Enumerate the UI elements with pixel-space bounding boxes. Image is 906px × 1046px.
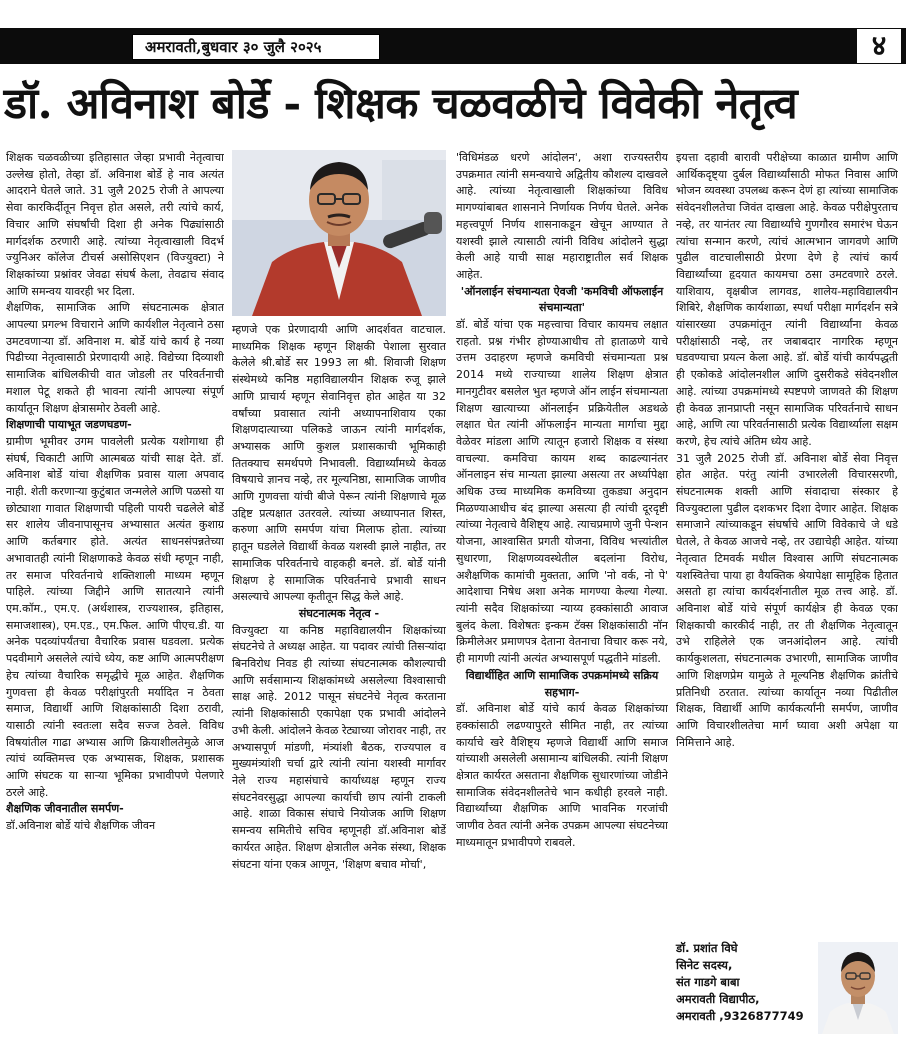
- subheading: विद्यार्थीहित आणि सामाजिक उपक्रमांमध्ये सक्रिय सहभाग-: [465, 668, 659, 699]
- subheading: संघटनात्मक नेतृत्व -: [298, 606, 380, 620]
- subheading: 'ऑनलाईन संचमान्यता ऐवजी 'कमविची ऑफलाईन संचमान्यता': [460, 284, 664, 315]
- paragraph: डॉ. अविनाश बोर्डे यांचे कार्य केवळ शिक्षकांच्या हक्कांसाठी लढण्यापुरते सीमित नाही, तर त्यांच्या कार्याचे खरे वैशिष्ट्य म्हणजे विद्यार्थी आणि समाज यांच्याशी असलेली असामान्य बांधिलकी. त्यांनी शिक्षण क्षेत्रात कार्यरत असताना शैक्षणिक सुधारणांच्या जोडीने सामाजिक संवेदनशीलतेचे भान कधीही हरवले नाही. विद्यार्थ्यांच्या शैक्षणिक आणि भावनिक गरजांची जाणीव ठेवत त्यांनी अनेक उपक्रम आपल्या संघटनेच्या माध्यमातून प्रभावीपणे राबवले.: [456, 702, 668, 849]
- author-title: सिनेट सदस्य,: [676, 958, 733, 972]
- paragraph: 'विधिमंडळ धरणे आंदोलन', अशा राज्यस्तरीय उपक्रमात त्यांनी समन्वयाचे अद्वितीय कौशल्य दाखवले आहे. त्यांच्या नेतृत्वाखाली शिक्षकांच्या विविध मागण्यांबाबत शासनाने निर्णायक निर्णय घेतले. अनेक महत्त्वपूर्ण निर्णय शासनाकडून खेचून आण्यात ते यशस्वी झाले त्यासाठी त्यांनी विविध आंदोलने सुद्धा केली आहे याची साक्ष महाराष्ट्रातील सर्व शिक्षक आहेत.: [456, 151, 668, 281]
- article-column-1: [6, 150, 224, 1040]
- author-affiliation: अमरावती विद्यापीठ,: [676, 992, 760, 1006]
- author-photo: [818, 942, 898, 1034]
- subheading: शैक्षणिक जीवनातील समर्पण-: [6, 802, 124, 816]
- paragraph: डॉ.अविनाश बोर्डे यांचे शैक्षणिक जीवन: [6, 819, 156, 833]
- dateline: अमरावती,बुधवार ३० जुलै २०२५: [132, 34, 380, 60]
- paragraph: इयत्ता दहावी बारावी परीक्षेच्या काळात ग्रामीण आणि आर्थिकदृष्ट्या दुर्बल विद्यार्थ्यांसाठी मोफत निवास आणि भोजन व्यवस्था उपलब्ध करून देणं हा त्यांच्या सामाजिक संवेदनशीलतेचा जिवंत दाखला आहे. केवळ परीक्षेपुरताच नव्हे, तर यानंतर त्या विद्यार्थ्यांचे गुणगौरव समारंभ घेऊन त्यांचा सन्मान करणे, त्यांचं आत्मभान जागवणे आणि पुढील वाटचालीसाठी प्रेरणा देणे हे त्यांचं कार्य विद्यार्थ्यांच्या हृदयात कायमचा ठसा उमटवणारे ठरले. याशिवाय, वृक्षबीज लागवड, शालेय-महाविद्यालयीन शिबिरे, शैक्षणिक कार्यशाळा, स्पर्धा परीक्षा मार्गदर्शन सत्रे यांसारख्या उपक्रमांतून त्यांनी विद्यार्थ्यांना केवळ परीक्षांसाठी नव्हे, तर जबाबदार नागरिक म्हणून घडवण्याचा प्रयत्न केला आहे. डॉ. बोर्डे यांची कार्यपद्धती ही एकोकडे आंदोलनशील आणि दुसरीकडे संवेदनशील आहे. त्यांच्या उपक्रमांमध्ये स्पष्टपणे जाणवते की शिक्षण ही केवळ ज्ञानप्राप्ती नसून सामाजिक परिवर्तनाचे साधन आहे, आणि त्या परिवर्तनासाठी प्रत्येक विद्यार्थ्याला सक्षम करणे, हेच त्यांचे अंतिम ध्येय आहे.: [676, 151, 898, 448]
- paragraph: म्हणजे एक प्रेरणादायी आणि आदर्शवत वाटचाल. माध्यमिक शिक्षक म्हणून शिक्षकी पेशाला सुरवात केलेले श्री.बोर्डे सर 1993 ला श्री. शिवाजी शिक्षण संस्थेमध्ये कनिष्ठ महाविद्यालयीन शिक्षक रुजू झाले आणि प्राचार्य म्हणून सेवानिवृत्त होत आहेत या 32 वर्षांच्या प्रवासात त्यांनी अध्यापनाशिवाय एका शिक्षणदात्याच्या पलिकडे जाऊन त्यांनी मार्गदर्शक, अभ्यासक आणि कुशल प्रशासकाची भूमिकाही तितक्याच समर्थपणे निभावली. विद्यार्थ्यांमध्ये केवळ विषयाचे ज्ञानच नव्हे, तर मूल्यनिष्ठा, सामाजिक जाणीव आणि गुणवत्ता यांची बीजे पेरून त्यांनी शिक्षणाचे मूळ उद्दिष्ट प्रत्यक्षात उतरवले. त्यांच्या अध्यापनात शिस्त, करुणा आणि समर्पण यांचा मिलाफ होता. त्यांच्या हातून घडलेले विद्यार्थी केवळ यशस्वी झाले नाहीत, तर सामाजिक परिवर्तनाचे वाहकही बनले. डॉ. बोर्डे यांनी शिक्षण हे सामाजिक परिवर्तनाचे प्रभावी साधन असल्याचे आपल्या कृतीतून सिद्ध केले आहे.: [232, 323, 446, 604]
- paragraph: शैक्षणिक, सामाजिक आणि संघटनात्मक क्षेत्रात आपल्या प्रगल्भ विचाराने आणि कार्यशील नेतृत्वाने ठसा उमटवणाऱ्या डॉ. अविनाश म. बोर्डे यांचे कार्य हे नव्या पिढीच्या नेतृत्वासाठी प्रेरणादायी आहे. विद्येच्या दिव्याशी सामाजिक बांधिलकीची वात जोडली तर परिवर्तनाची मशाल पेटू शकते ही भावना त्यांनी आपल्या संपूर्ण कार्यातून शिक्षण क्षेत्रासमोर ठेवली आहे.: [6, 301, 224, 415]
- article-column-2: [232, 322, 446, 1040]
- page-number: ४: [857, 29, 901, 63]
- article-column-3: [456, 150, 668, 1040]
- paragraph: ग्रामीण भूमीवर उगम पावलेली प्रत्येक यशोगाथा ही संघर्ष, चिकाटी आणि आत्मबळ यांची साक्ष देते. डॉ. अविनाश बोर्डे यांचा शैक्षणिक प्रवास याला अपवाद नाही. शेती करणाऱ्या कुटुंबात जन्मलेले आणि पळसो या छोट्याशा गावात शिक्षणाची पहिली पायरी चढलेले बोर्डे सर शालेय जीवनापासूनच अभ्यासात अत्यंत कुशाग्र आणि कर्तबगार होते. अत्यंत साधनसंपन्नतेच्या अभावातही त्यांनी शिक्षणाकडे केवळ संधी म्हणून नाही, तर समाज परिवर्तनाचे शक्तिशाली माध्यम म्हणून पाहिले. त्यांच्या जिद्दीने आणि सातत्याने त्यांनी एम.कॉम., एम.ए. (अर्थशास्त्र, राज्यशास्त्र, इतिहास, समाजशास्त्र), एम.एड., एम.फिल. आणि पीएच.डी. या अनेक पदव्यांपर्यंतचा वैचारिक प्रवास घडवला. प्रत्येक पदवीमागे असलेले त्यांचे ध्येय, कष्ट आणि आत्मपरीक्षण हेच त्यांच्या वैचारिक समृद्धीचे मूळ आहेत. शैक्षणिक गुणवत्ता ही केवळ परीक्षांपुरती मर्यादित न ठेवता समाज, विद्यार्थी आणि शिक्षकांसाठी दिशा ठरावी, यासाठी त्यांनी स्वतःला सदैव सज्ज ठेवले. विविध विषयांतील गाढा अभ्यास आणि क्रियाशीलतेमुळे आज त्यांचं व्यक्तिमत्त्व एक अभ्यासक, शिक्षक, प्रशासक आणि संघटक या साऱ्या भूमिका प्रभावीपणे पेलणारे ठरले आहे.: [6, 434, 224, 799]
- headline: डॉ. अविनाश बोर्डे - शिक्षक चळवळीचे विवेकी नेतृत्व: [4, 79, 798, 129]
- page-number-box: [852, 28, 906, 64]
- paragraph: 31 जुलै 2025 रोजी डॉ. अविनाश बोर्डे सेवा निवृत्त होत आहेत. परंतु त्यांनी उभारलेली विचारसरणी, संघटनात्मक शक्ती आणि संवादाचा संस्कार हे विज्युक्टाला पुढील दशकभर दिशा देणार आहेत. शिक्षक समाजाने त्यांच्याकडून संघर्षाचे आणि विवेकाचे जे धडे घेतले, ते केवळ आजचे नव्हे, तर उद्याचेही आहेत. यांच्या नेतृत्वात टिमवर्क मधील विश्वास आणि संघटनात्मक यशस्वितेचा पाया हा वैयक्तिक श्रेयापेक्षा सामूहिक हितात असतो हा त्यांचा कार्यदर्शनातील मूळ तत्त्व आहे. डॉ. अविनाश बोर्डे यांचे संपूर्ण कार्यक्षेत्र ही केवळ एका शिक्षकाची कारकीर्द नाही, तर ती शैक्षणिक नेतृत्वातून उभे राहिलेले एक जनआंदोलन आहे. त्यांची कार्यकुशलता, संघटनात्मक उभारणी, सामाजिक जाणीव आणि शिक्षणप्रेम यामुळे ते मूल्यनिष्ठ शैक्षणिक क्रांतीचे प्रतिनिधी ठरतात. त्यांच्या कार्यातून नव्या पिढीतील शिक्षक, विद्यार्थी आणि कार्यकर्त्यांनी समर्पण, जाणीव आणि विचारशीलतेचा मार्ग घ्यावा अशी अपेक्षा या निमित्ताने आहे.: [676, 451, 898, 749]
- subheading: शिक्षणाची पायाभूत जडणघडण-: [6, 418, 132, 432]
- author-affiliation: संत गाडगे बाबा: [676, 975, 740, 989]
- portrait-photo: [232, 150, 446, 316]
- paragraph: शिक्षक चळवळीच्या इतिहासात जेव्हा प्रभावी नेतृत्वाचा उल्लेख होतो, तेव्हा डॉ. अविनाश बोर्डे हे नाव अत्यंत आदराने घेतले जाते. 31 जुलै 2025 रोजी ते आपल्या सेवा कारकिर्दीतून निवृत्त होत असले, तरी त्यांचे कार्य, विचार आणि संघर्षांची दिशा ही अनेक पिढ्यांसाठी मार्गदर्शक ठरणारी आहे. त्यांच्या नेतृत्वाखाली विदर्भ ज्युनिअर कॉलेज टीचर्स असोसिएशन (विज्युक्टा) ने शिक्षकांच्या प्रश्नांवर जेवढा संघर्ष केला, तेवढाच संवाद आणि समन्वय यावरही भर दिला.: [6, 151, 224, 298]
- author-name: डॉ. प्रशांत विघे: [676, 941, 738, 955]
- author-contact: अमरावती ,9326877749: [676, 1009, 804, 1023]
- paragraph: डॉ. बोर्डे यांचा एक महत्त्वाचा विचार कायमच लक्षात राहतो. प्रश्न गंभीर होण्याआधीच तो हाताळणे याचे उत्तम उदाहरण म्हणजे कमविची संचमान्यता प्रश्न 2014 मध्ये राज्याच्या शालेय शिक्षण क्षेत्रात मानगुटीवर बसलेल भुत म्हणजे ऑन लाईन संचमान्यता शिक्षण खात्याच्या ऑनलाईन प्रक्रियेतील अडथळे लक्षात घेत त्यांनी ऑफलाईन मान्यता मार्गाचा मुद्दा वेळेवर मांडला आणि त्यातून हजारो शिक्षक व संस्था वाचल्या. कमविचा कायम शब्द काढल्यानंतर ऑनलाइन संच मान्यता झाल्या असत्या तर अर्ध्यापेक्षा अधिक उच्च माध्यमिक कमविच्या तुकड्या अनुदान मिळण्याआधीच बंद झाल्या असत्या ही त्यांची दूरदृष्टी त्यांच्या नेतृत्वाचे वैशिष्ट्य आहे. त्याचप्रमाणे जुनी पेन्शन योजना, आश्वासित प्रगती योजना, विविध भत्त्यांतील सुधारणा, शिक्षणव्यवस्थेतील बदलांना विरोध, अशैक्षणिक कामांची मुक्तता, आणि 'नो वर्क, नो पे' आदेशाचा निषेध अशा अनेक मागण्या केल्या गेल्या. त्यांनी सदैव शिक्षकांच्या न्याय्य हक्कांसाठी आवाज बुलंद केला. विशेषतः इन्कम टॅक्स शिक्षकांसाठी नॉन क्रिमीलेअर प्रमाणपत्र देताना वेतनाचा विचार करू नये, ही मागणी त्यांनी अत्यंत अभ्यासपूर्ण पद्धतीने मांडली.: [456, 318, 668, 666]
- article-column-4: [676, 150, 898, 938]
- author-byline: [676, 940, 816, 1040]
- paragraph: विज्युक्टा या कनिष्ठ महाविद्यालयीन शिक्षकांच्या संघटनेचे ते अध्यक्ष आहेत. या पदावर त्यांची तिसऱ्यांदा बिनविरोध निवड ही त्यांच्या संघटनात्मक कौशल्याची आणि सर्वसामान्य शिक्षकांमध्ये असलेल्या विश्वासाची साक्ष आहे. 2012 पासून संघटनेचे नेतृत्व करताना त्यांनी शिक्षकांसाठी एकापेक्षा एक प्रभावी आंदोलने उभी केली. आंदोलने केवळ रेट्याच्या जोरावर नाही, तर अभ्यासपूर्ण मांडणी, मंत्र्यांशी बैठक, राज्यपाल व मुख्यमंत्र्यांशी चर्चा द्वारे त्यांनी त्यांना यशस्वी मार्गावर नेले राज्य महासंघाचे कार्याध्यक्ष म्हणून राज्य संघटनेवरसुद्धा आपल्या कार्याची छाप त्यांनी टाकली आहे. शाळा विकास संघाचे नियोजक आणि शिक्षण समन्वय समितीचे सचिव म्हणूनही डॉ.अविनाश बोर्डे कार्यरत आहेत. शिक्षण क्षेत्रातील अनेक संस्था, शिक्षक संघटना यांना एकत्र आणून, 'शिक्षण बचाव मोर्चा',: [232, 623, 446, 871]
